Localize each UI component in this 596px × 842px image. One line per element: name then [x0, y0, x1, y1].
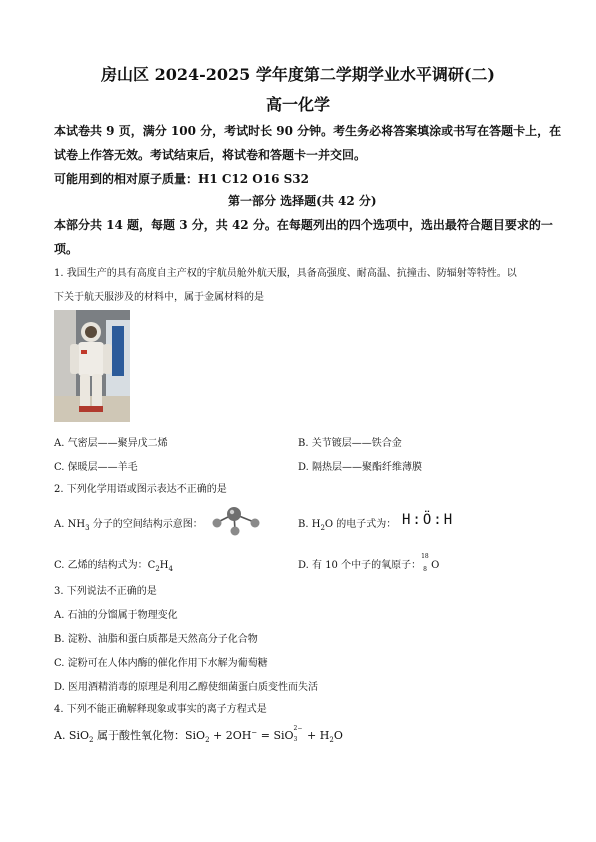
q2-c-text: C. 乙烯的结构式为：C	[54, 560, 156, 571]
q4-a-ion-scripts	[293, 725, 304, 743]
q2-a-sub: 3	[85, 524, 90, 532]
q2-c-sub2: 4	[168, 565, 173, 573]
q2-option-d	[298, 552, 440, 573]
q4-a-eq: + 2OH	[209, 729, 252, 742]
q2-d-mass: 18	[421, 552, 429, 560]
q2-option-c	[54, 556, 173, 573]
q2-c-mid: H	[159, 560, 169, 571]
q2-a-text: A. NH	[54, 519, 86, 530]
notice-line-2: 试卷上作答无效。考试结束后，将试卷和答题卡一并交回。	[54, 148, 367, 162]
q2-option-a	[54, 515, 203, 532]
q4-a-sup2: 2−	[293, 725, 303, 732]
spacesuit-photo	[54, 310, 130, 422]
q2-b-rest: O 的电子式为：	[324, 519, 397, 530]
q4-a-sub2: 2	[205, 736, 210, 745]
q3-stem: 3. 下列说法不正确的是	[54, 586, 157, 597]
q2-d-symbol: O	[431, 560, 440, 571]
atomic-masses: 可能用到的相对原子质量：H1 C12 O16 S32	[54, 172, 309, 186]
q4-a-mid: 属于酸性氧化物：SiO	[93, 729, 206, 742]
exam-title: 房山区 2024-2025 学年度第二学期学业水平调研(二)	[101, 65, 495, 84]
section-intro-2: 项。	[54, 242, 79, 256]
q2-d-atomic-number: 8	[423, 565, 427, 573]
q1-stem-line-2: 下关于航天服涉及的材料中，属于金属材料的是	[54, 292, 264, 303]
q1-option-b: B. 关节镀层——铁合金	[298, 438, 402, 449]
q4-a-eq3: + H	[303, 729, 330, 742]
section-title: 第一部分 选择题(共 42 分)	[228, 194, 377, 208]
q3-option-d: D. 医用酒精消毒的原理是利用乙醇使细菌蛋白质变性而失活	[54, 682, 319, 693]
q2-d-nuclide	[421, 552, 431, 573]
q1-option-c: C. 保暖层——羊毛	[54, 462, 138, 473]
q3-option-a: A. 石油的分馏属于物理变化	[54, 610, 178, 621]
q3-option-c: C. 淀粉可在人体内酶的催化作用下水解为葡萄糖	[54, 658, 268, 669]
q2-c-sub1: 2	[155, 565, 160, 573]
q1-stem-line-1: 1. 我国生产的具有高度自主产权的宇航员舱外航天服，具备高强度、耐高温、抗撞击、防辐射等特性。以	[54, 268, 517, 279]
q4-a-sub4: 2	[329, 736, 334, 745]
section-intro-1: 本部分共 14 题，每题 3 分，共 42 分。在每题列出的四个选项中，选出最符合题目要求的一	[54, 218, 553, 232]
q1-option-a: A. 气密层——聚异戊二烯	[54, 438, 168, 449]
q4-a-sub: 2	[89, 736, 94, 745]
q2-option-b	[298, 515, 396, 532]
water-lewis-structure: H:Ö:H	[402, 512, 455, 528]
q2-d-text: D. 有 10 个中子的氧原子：	[298, 560, 422, 571]
q4-a-sup1: −	[251, 728, 258, 737]
q4-a-sub3: 3	[293, 736, 298, 743]
exam-subject: 高一化学	[265, 95, 330, 114]
q2-a-rest: 分子的空间结构示意图：	[89, 519, 203, 530]
q2-b-sub: 2	[320, 524, 325, 532]
q4-a-label: A. SiO	[54, 729, 90, 742]
q4-option-a	[54, 727, 343, 744]
q2-stem: 2. 下列化学用语或图示表达不正确的是	[54, 484, 227, 495]
q4-stem: 4. 下列不能正确解释现象或事实的离子方程式是	[54, 704, 267, 715]
q4-a-eq4: O	[333, 729, 343, 742]
q4-a-eq2: = SiO	[257, 729, 294, 742]
q2-b-text: B. H	[298, 519, 321, 530]
q3-option-b: B. 淀粉、油脂和蛋白质都是天然高分子化合物	[54, 634, 258, 645]
notice-line-1: 本试卷共 9 页，满分 100 分，考试时长 90 分钟。考生务必将答案填涂或书写在答题卡上，在	[54, 124, 562, 138]
q1-option-d: D. 隔热层——聚酯纤维薄膜	[298, 462, 423, 473]
ammonia-ball-model-icon	[208, 503, 264, 537]
